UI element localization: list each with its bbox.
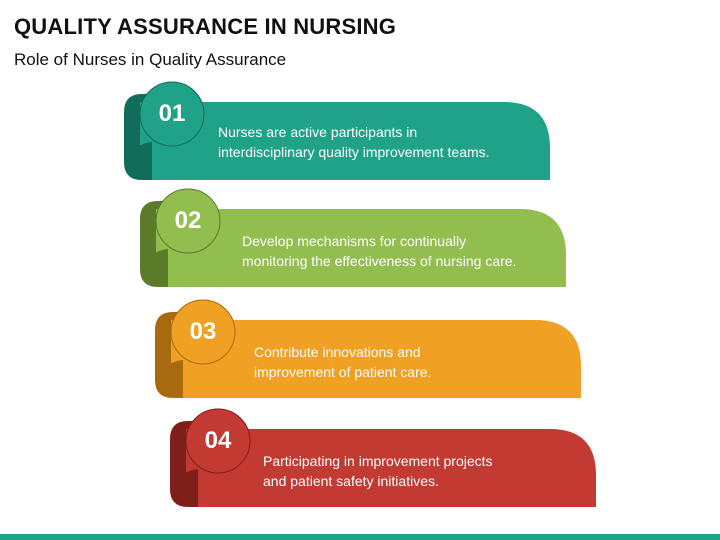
step-number: 01 <box>158 100 186 127</box>
step-number: 02 <box>174 207 202 234</box>
step-number: 04 <box>204 427 232 454</box>
page-subtitle: Role of Nurses in Quality Assurance <box>14 50 287 69</box>
step-description-line: improvement of patient care. <box>254 364 432 380</box>
step-description-line: Contribute innovations and <box>254 344 421 360</box>
step-description-line: Develop mechanisms for continually <box>242 233 467 249</box>
step-description-line: interdisciplinary quality improvement teams. <box>218 144 490 160</box>
step-description <box>263 451 493 491</box>
step-description-line: and patient safety initiatives. <box>263 473 439 489</box>
step-description <box>254 342 431 382</box>
step-description-line: Nurses are active participants in <box>218 124 418 140</box>
step-number: 03 <box>189 318 217 345</box>
step-description-line: monitoring the effectiveness of nursing care. <box>242 253 517 269</box>
step-description <box>218 122 490 162</box>
step-description-line: Participating in improvement projects <box>263 453 493 469</box>
page-title: QUALITY ASSURANCE IN NURSING <box>14 14 397 39</box>
bottom-accent-bar <box>0 534 720 540</box>
step-description <box>242 231 516 271</box>
